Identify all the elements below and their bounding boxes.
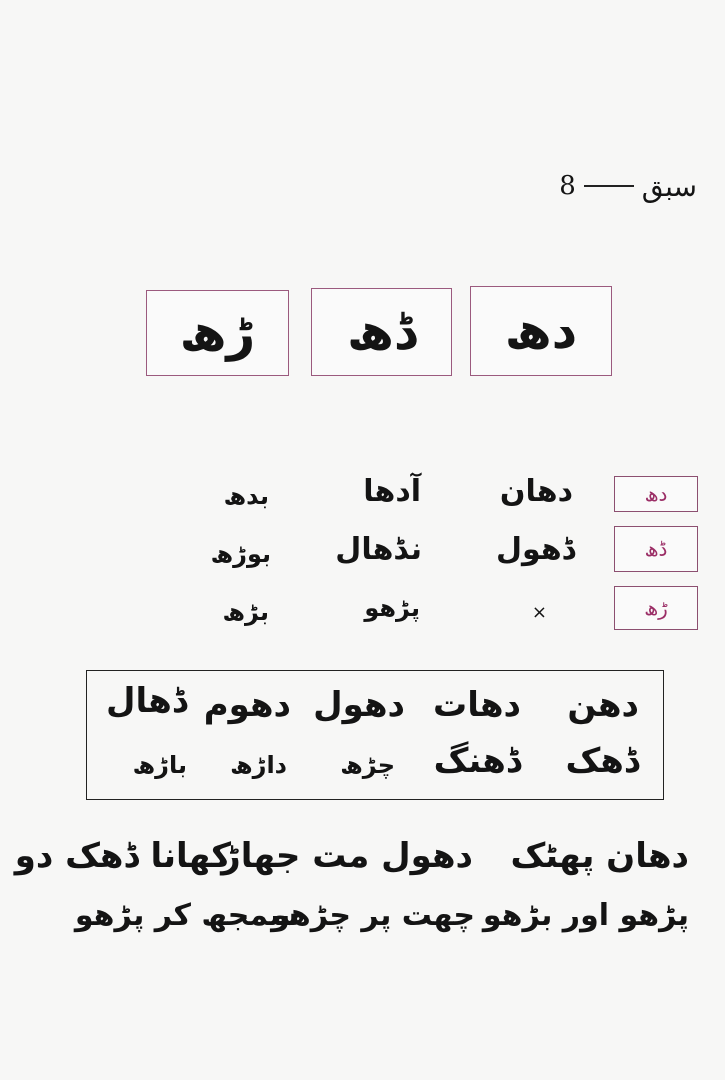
row-label: دھ <box>644 482 668 506</box>
row-label-box <box>614 526 698 572</box>
practice-word: دھول <box>313 685 405 725</box>
sentence: کھانا ڈھک دو <box>14 836 231 876</box>
letter-box-dh <box>470 286 612 376</box>
practice-word: ڈھک <box>565 741 639 781</box>
practice-word: دھات <box>433 685 521 725</box>
practice-word: باڑھ <box>132 751 187 779</box>
lesson-number: 8 <box>559 171 576 201</box>
header-dash <box>584 185 634 187</box>
practice-word: ڈھال <box>106 681 187 721</box>
letter-box-ddh <box>311 288 452 376</box>
letter-ddh: ڈھ <box>346 303 417 361</box>
row-label: ڈھ <box>644 537 668 561</box>
row-word: بڑھ <box>222 598 269 626</box>
row-word: بوڑھ <box>210 540 271 568</box>
sentence: چھت پر چڑھو <box>271 898 475 933</box>
practice-word: چڑھ <box>340 751 395 779</box>
row-label-box <box>614 586 698 630</box>
row-word: نڈھال <box>335 532 422 567</box>
row-word: پڑھو <box>364 594 420 622</box>
practice-word: دھوم <box>203 685 291 725</box>
sentence: پڑھو اور بڑھو <box>482 898 689 933</box>
practice-word: دھن <box>567 685 639 725</box>
letter-box-rrh <box>146 290 289 376</box>
sentence: سمجھ کر پڑھو <box>74 898 299 933</box>
row-word: بدھ <box>223 482 269 510</box>
letter-dh: دھ <box>504 302 578 360</box>
row-word: دھان <box>499 474 573 509</box>
sentence: دھول مت جھاڑ <box>221 836 473 876</box>
practice-box <box>86 670 664 800</box>
row-label: ڑھ <box>644 596 668 620</box>
row-word: × <box>531 602 547 623</box>
row-word: ڈھول <box>496 532 575 567</box>
row-word: آدھا <box>363 474 421 509</box>
sentence: دھان پھٹک <box>510 836 689 876</box>
practice-word: ڈھنگ <box>433 741 521 781</box>
row-label-box <box>614 476 698 512</box>
lesson-header <box>497 164 697 208</box>
lesson-title: سبق <box>641 169 697 203</box>
practice-word: داڑھ <box>230 751 287 779</box>
letter-rrh: ڑھ <box>179 304 256 362</box>
